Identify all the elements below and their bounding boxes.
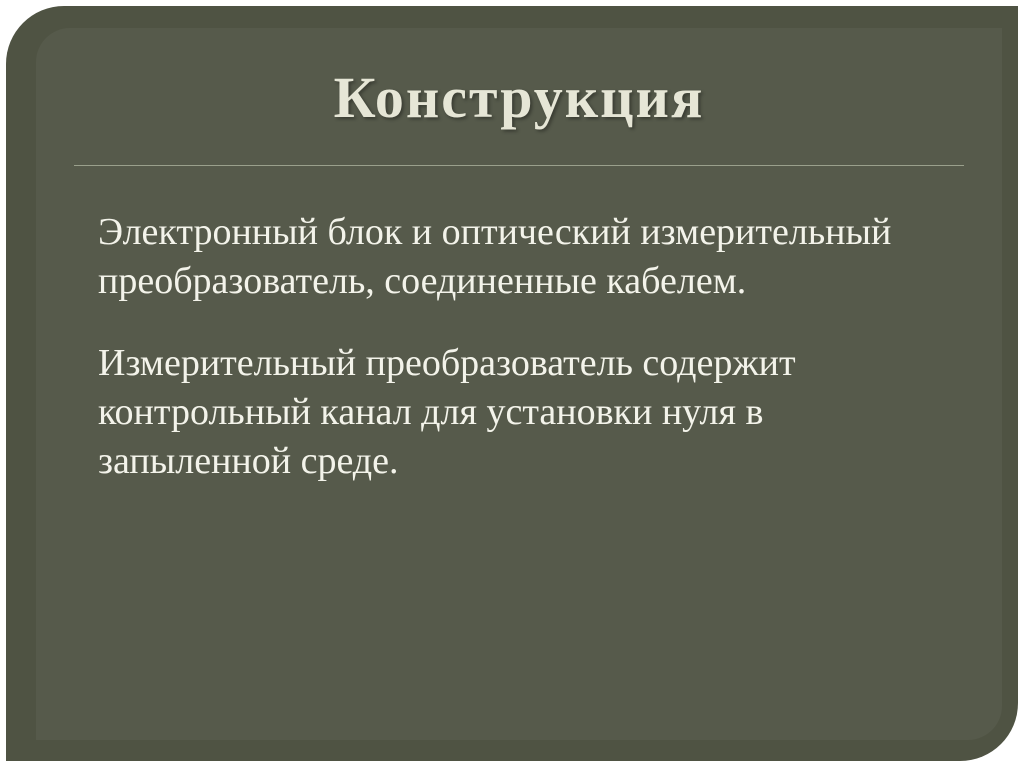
title-divider	[74, 165, 964, 166]
slide-content	[98, 208, 948, 485]
slide-title: Конструкция	[333, 65, 705, 130]
content-paragraph: Измерительный преобразователь содержит контрольный канал для установки нуля в запыленной среде.	[98, 342, 796, 482]
slide-outer-frame	[6, 6, 1018, 761]
content-paragraph: Электронный блок и оптический измерительный преобразователь, соединенные кабелем.	[98, 211, 892, 302]
slide-body-panel	[36, 28, 1002, 740]
